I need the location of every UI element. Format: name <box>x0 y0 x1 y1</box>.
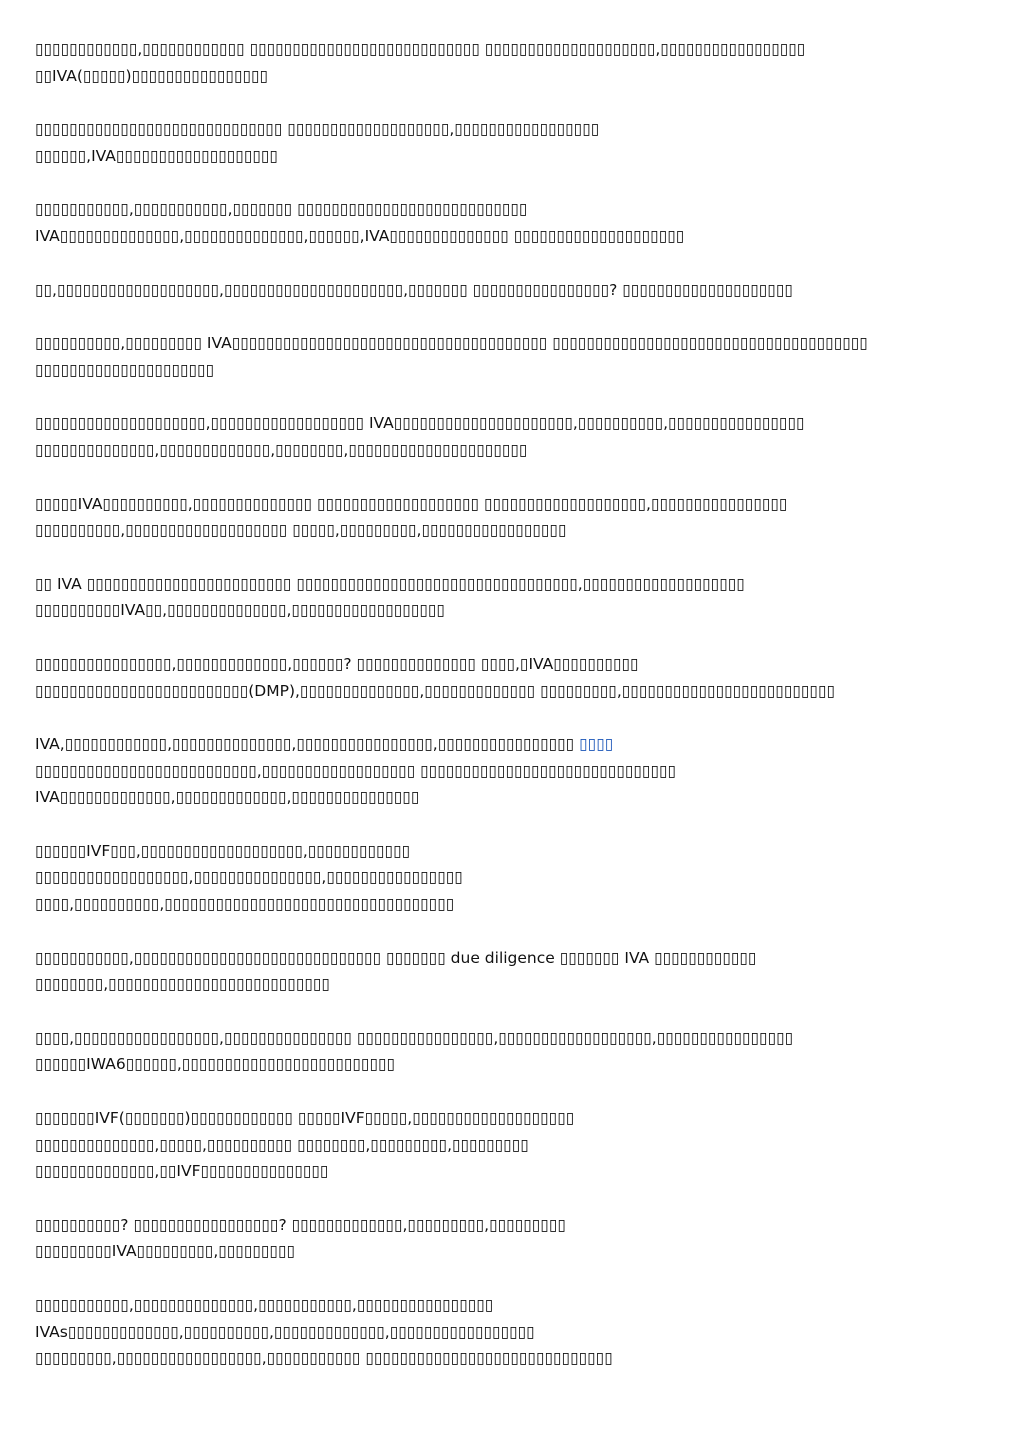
paragraph-line: ▯▯▯▯▯▯▯▯▯▯▯▯▯▯▯▯▯▯▯▯▯▯▯▯▯(DMP),▯▯▯▯▯▯▯▯▯▯▯▯▯▯,▯▯▯▯▯▯▯▯▯▯▯▯▯ ▯▯▯▯▯▯▯▯▯,▯▯▯▯▯▯▯▯▯▯▯▯▯▯▯▯▯▯▯▯▯▯▯▯▯ <box>35 681 835 700</box>
paragraph-line: ▯▯▯▯▯▯▯▯▯▯,▯▯▯▯▯▯▯▯▯ IVA▯▯▯▯▯▯▯▯▯▯▯▯▯▯▯▯▯▯▯▯▯▯▯▯▯▯▯▯▯▯▯▯▯▯▯▯▯ ▯▯▯▯▯▯▯▯▯▯▯▯▯▯▯▯▯▯▯▯▯▯▯▯▯▯▯▯▯▯▯▯▯▯▯▯▯ <box>35 334 868 353</box>
paragraph-line: ▯▯▯▯▯▯▯▯▯▯▯▯▯▯▯▯▯▯▯▯▯ <box>35 360 215 379</box>
paragraph-line: ▯▯▯▯▯▯▯IVF(▯▯▯▯▯▯▯)▯▯▯▯▯▯▯▯▯▯▯▯ ▯▯▯▯▯IVF▯▯▯▯▯,▯▯▯▯▯▯▯▯▯▯▯▯▯▯▯▯▯▯▯ <box>35 1109 575 1128</box>
paragraph-14 <box>35 1105 984 1185</box>
paragraph-line: IVA▯▯▯▯▯▯▯▯▯▯▯▯▯▯,▯▯▯▯▯▯▯▯▯▯▯▯▯▯,▯▯▯▯▯▯,IVA▯▯▯▯▯▯▯▯▯▯▯▯▯▯ ▯▯▯▯▯▯▯▯▯▯▯▯▯▯▯▯▯▯▯▯ <box>35 226 685 245</box>
paragraph-line: ▯▯▯▯▯▯▯▯▯▯▯▯▯▯,▯▯IVF▯▯▯▯▯▯▯▯▯▯▯▯▯▯▯ <box>35 1162 329 1181</box>
paragraph-line: ▯▯▯▯▯▯▯▯▯▯▯▯▯▯,▯▯▯▯▯,▯▯▯▯▯▯▯▯▯▯ ▯▯▯▯▯▯▯▯,▯▯▯▯▯▯▯▯▯,▯▯▯▯▯▯▯▯▯ <box>35 1135 529 1154</box>
paragraph-16 <box>35 1292 984 1372</box>
paragraph-line: ▯▯IVA(▯▯▯▯▯)▯▯▯▯▯▯▯▯▯▯▯▯▯▯▯▯ <box>35 66 269 85</box>
paragraph-4 <box>35 277 984 304</box>
paragraph-line: ▯▯▯▯▯▯▯▯▯▯▯▯▯▯▯▯▯▯▯▯▯▯▯▯▯▯,▯▯▯▯▯▯▯▯▯▯▯▯▯▯▯▯▯▯ ▯▯▯▯▯▯▯▯▯▯▯▯▯▯▯▯▯▯▯▯▯▯▯▯▯▯▯▯▯▯ <box>35 761 677 780</box>
paragraph-line: ▯▯▯▯▯▯▯▯▯,▯▯▯▯▯▯▯▯▯▯▯▯▯▯▯▯▯,▯▯▯▯▯▯▯▯▯▯▯ ▯▯▯▯▯▯▯▯▯▯▯▯▯▯▯▯▯▯▯▯▯▯▯▯▯▯▯▯▯ <box>35 1349 613 1368</box>
paragraph-line: ▯▯▯▯▯▯▯▯▯▯▯▯▯▯▯▯▯▯,▯▯▯▯▯▯▯▯▯▯▯▯▯▯▯,▯▯▯▯▯▯▯▯▯▯▯▯▯▯▯▯ <box>35 868 463 887</box>
paragraph-line: ▯▯▯▯▯▯▯▯▯▯▯▯,▯▯▯▯▯▯▯▯▯▯▯▯ ▯▯▯▯▯▯▯▯▯▯▯▯▯▯▯▯▯▯▯▯▯▯▯▯▯▯▯ ▯▯▯▯▯▯▯▯▯▯▯▯▯▯▯▯▯▯▯▯,▯▯▯▯▯▯▯▯▯▯▯▯▯▯▯▯▯ <box>35 40 806 58</box>
paragraph-line: ▯▯▯▯▯▯▯▯▯▯▯,▯▯▯▯▯▯▯▯▯▯▯▯▯▯▯▯▯▯▯▯▯▯▯▯▯▯▯▯▯ ▯▯▯▯▯▯▯ due diligence ▯▯▯▯▯▯▯ IVA ▯▯▯▯▯▯▯▯▯▯▯▯ <box>35 948 757 967</box>
paragraph-line: IVAs▯▯▯▯▯▯▯▯▯▯▯▯▯,▯▯▯▯▯▯▯▯▯▯,▯▯▯▯▯▯▯▯▯▯▯▯▯,▯▯▯▯▯▯▯▯▯▯▯▯▯▯▯▯▯ <box>35 1322 535 1341</box>
paragraph-line-with-link <box>35 731 984 758</box>
paragraph-line: ▯▯▯▯▯▯▯▯▯▯▯▯▯▯▯▯,▯▯▯▯▯▯▯▯▯▯▯▯▯,▯▯▯▯▯▯? ▯▯▯▯▯▯▯▯▯▯▯▯▯▯ ▯▯▯▯,▯IVA▯▯▯▯▯▯▯▯▯▯ <box>35 654 639 673</box>
paragraph-line: ▯▯ IVA ▯▯▯▯▯▯▯▯▯▯▯▯▯▯▯▯▯▯▯▯▯▯▯▯ ▯▯▯▯▯▯▯▯▯▯▯▯▯▯▯▯▯▯▯▯▯▯▯▯▯▯▯▯▯▯▯▯▯,▯▯▯▯▯▯▯▯▯▯▯▯▯▯▯▯▯▯▯ <box>35 574 745 593</box>
paragraph-line: ▯▯,▯▯▯▯▯▯▯▯▯▯▯▯▯▯▯▯▯▯▯,▯▯▯▯▯▯▯▯▯▯▯▯▯▯▯▯▯▯▯▯▯,▯▯▯▯▯▯▯ ▯▯▯▯▯▯▯▯▯▯▯▯▯▯▯▯? ▯▯▯▯▯▯▯▯▯▯▯▯▯▯▯▯▯▯▯▯ <box>35 280 793 299</box>
paragraph-7 <box>35 491 984 544</box>
paragraph-line: ▯▯▯▯▯▯,IVA▯▯▯▯▯▯▯▯▯▯▯▯▯▯▯▯▯▯▯ <box>35 146 278 165</box>
inline-link[interactable]: ▯▯▯▯ <box>579 735 614 754</box>
paragraph-line: ▯▯▯▯▯▯▯▯▯▯IVA▯▯,▯▯▯▯▯▯▯▯▯▯▯▯▯▯,▯▯▯▯▯▯▯▯▯▯▯▯▯▯▯▯▯▯ <box>35 601 445 620</box>
paragraph-1 <box>35 36 984 89</box>
paragraph-line: ▯▯▯▯▯▯▯▯▯▯▯,▯▯▯▯▯▯▯▯▯▯▯▯▯▯,▯▯▯▯▯▯▯▯▯▯▯,▯▯▯▯▯▯▯▯▯▯▯▯▯▯▯▯ <box>35 1296 494 1314</box>
paragraph-line: ▯▯▯▯▯▯▯▯▯▯,▯▯▯▯▯▯▯▯▯▯▯▯▯▯▯▯▯▯▯ ▯▯▯▯▯,▯▯▯▯▯▯▯▯▯,▯▯▯▯▯▯▯▯▯▯▯▯▯▯▯▯▯ <box>35 521 567 540</box>
paragraph-5 <box>35 330 984 383</box>
paragraph-13 <box>35 1025 984 1078</box>
paragraph-line: ▯▯▯▯▯▯▯▯▯▯▯▯▯▯▯▯▯▯▯▯▯▯▯▯▯▯▯▯▯ ▯▯▯▯▯▯▯▯▯▯▯▯▯▯▯▯▯▯▯,▯▯▯▯▯▯▯▯▯▯▯▯▯▯▯▯▯ <box>35 120 600 139</box>
paragraph-2 <box>35 116 984 169</box>
paragraph-15 <box>35 1212 984 1265</box>
paragraph-line: ▯▯▯▯▯▯▯▯▯▯? ▯▯▯▯▯▯▯▯▯▯▯▯▯▯▯▯▯? ▯▯▯▯▯▯▯▯▯▯▯▯▯,▯▯▯▯▯▯▯▯▯,▯▯▯▯▯▯▯▯▯ <box>35 1215 566 1234</box>
paragraph-line: ▯▯▯▯▯▯▯▯▯▯▯▯▯▯▯▯▯▯▯▯,▯▯▯▯▯▯▯▯▯▯▯▯▯▯▯▯▯▯ IVA▯▯▯▯▯▯▯▯▯▯▯▯▯▯▯▯▯▯▯▯▯,▯▯▯▯▯▯▯▯▯▯,▯▯▯▯▯▯▯▯▯▯▯▯▯▯▯▯ <box>35 414 805 433</box>
paragraph-12 <box>35 945 984 998</box>
paragraph-line: ▯▯▯▯▯IVA▯▯▯▯▯▯▯▯▯▯,▯▯▯▯▯▯▯▯▯▯▯▯▯▯ ▯▯▯▯▯▯▯▯▯▯▯▯▯▯▯▯▯▯▯ ▯▯▯▯▯▯▯▯▯▯▯▯▯▯▯▯▯▯▯,▯▯▯▯▯▯▯▯▯▯▯▯▯▯▯▯ <box>35 494 788 513</box>
paragraph-9 <box>35 651 984 704</box>
paragraph-line: ▯▯▯▯,▯▯▯▯▯▯▯▯▯▯,▯▯▯▯▯▯▯▯▯▯▯▯▯▯▯▯▯▯▯▯▯▯▯▯▯▯▯▯▯▯▯▯▯▯ <box>35 895 455 914</box>
paragraph-line: ▯▯▯▯,▯▯▯▯▯▯▯▯▯▯▯▯▯▯▯▯▯,▯▯▯▯▯▯▯▯▯▯▯▯▯▯▯ ▯▯▯▯▯▯▯▯▯▯▯▯▯▯▯▯,▯▯▯▯▯▯▯▯▯▯▯▯▯▯▯▯▯▯,▯▯▯▯▯▯▯▯▯▯▯▯▯▯▯▯ <box>35 1028 794 1047</box>
paragraph-line-text: IVA,▯▯▯▯▯▯▯▯▯▯▯▯,▯▯▯▯▯▯▯▯▯▯▯▯▯▯,▯▯▯▯▯▯▯▯▯▯▯▯▯▯▯▯,▯▯▯▯▯▯▯▯▯▯▯▯▯▯▯▯ <box>35 735 580 754</box>
paragraph-line: ▯▯▯▯▯▯IVF▯▯▯,▯▯▯▯▯▯▯▯▯▯▯▯▯▯▯▯▯▯▯,▯▯▯▯▯▯▯▯▯▯▯▯ <box>35 841 411 860</box>
paragraph-10 <box>35 731 984 811</box>
paragraph-line: ▯▯▯▯▯▯IWA6▯▯▯▯▯▯,▯▯▯▯▯▯▯▯▯▯▯▯▯▯▯▯▯▯▯▯▯▯▯▯▯ <box>35 1055 396 1074</box>
paragraph-11 <box>35 838 984 918</box>
paragraph-line: ▯▯▯▯▯▯▯▯,▯▯▯▯▯▯▯▯▯▯▯▯▯▯▯▯▯▯▯▯▯▯▯▯▯▯ <box>35 975 330 994</box>
paragraph-3 <box>35 196 984 249</box>
paragraph-line: ▯▯▯▯▯▯▯▯▯IVA▯▯▯▯▯▯▯▯▯,▯▯▯▯▯▯▯▯▯ <box>35 1242 296 1261</box>
paragraph-6 <box>35 410 984 463</box>
paragraph-line: ▯▯▯▯▯▯▯▯▯▯▯▯▯▯,▯▯▯▯▯▯▯▯▯▯▯▯▯,▯▯▯▯▯▯▯▯,▯▯▯▯▯▯▯▯▯▯▯▯▯▯▯▯▯▯▯▯▯ <box>35 440 528 459</box>
paragraph-line: IVA▯▯▯▯▯▯▯▯▯▯▯▯▯,▯▯▯▯▯▯▯▯▯▯▯▯▯,▯▯▯▯▯▯▯▯▯▯▯▯▯▯▯ <box>35 788 420 807</box>
paragraph-8 <box>35 571 984 624</box>
paragraph-line: ▯▯▯▯▯▯▯▯▯▯▯,▯▯▯▯▯▯▯▯▯▯▯,▯▯▯▯▯▯▯ ▯▯▯▯▯▯▯▯▯▯▯▯▯▯▯▯▯▯▯▯▯▯▯▯▯▯▯ <box>35 200 528 219</box>
